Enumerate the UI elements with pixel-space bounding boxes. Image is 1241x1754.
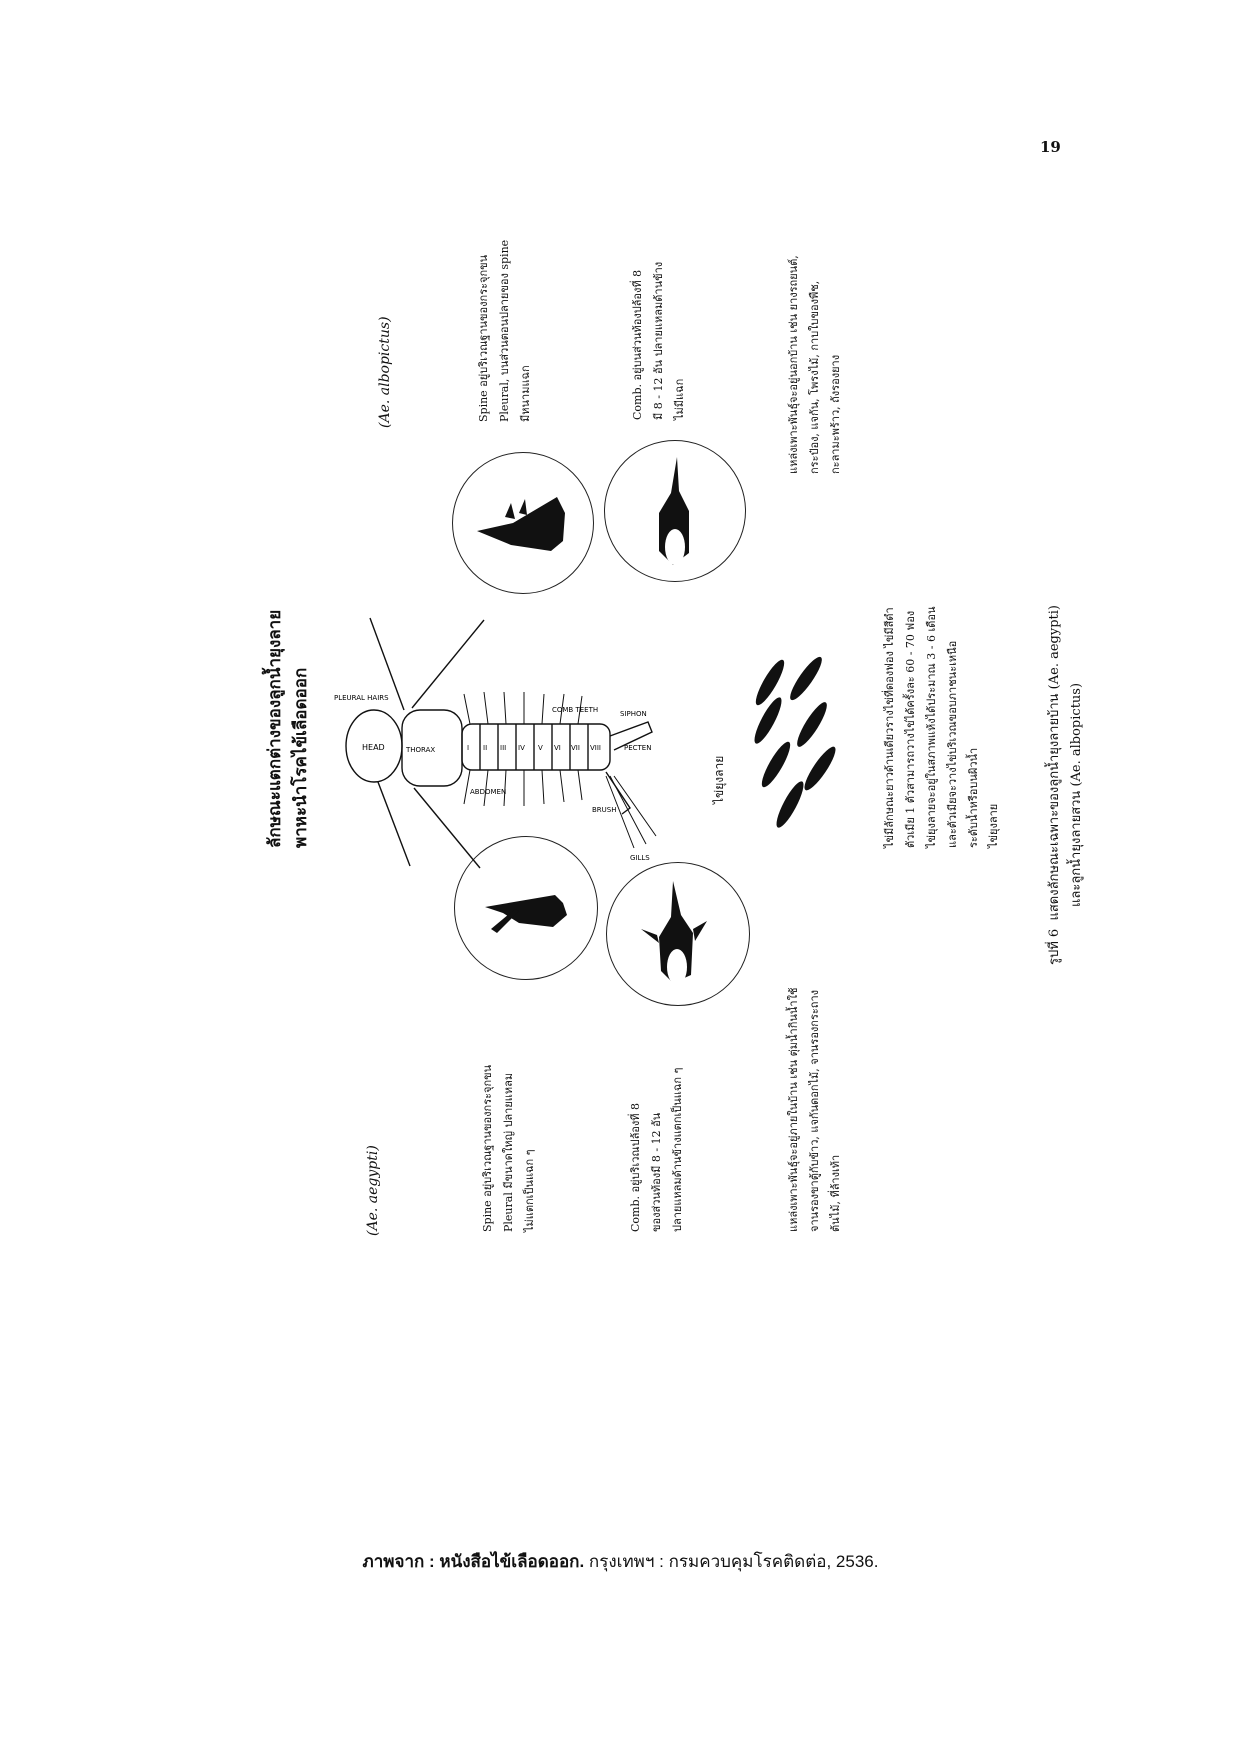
spine-drawing <box>453 453 593 593</box>
text-line: กระป๋อง, แจกัน, โพรงไม้, กาบใบของพืช, <box>807 280 821 474</box>
albopictus-comb-text <box>628 262 691 420</box>
text-line: และตัวเมียจะวางไข่บริเวณขอบภาชนะเหนือ <box>945 640 959 848</box>
segment-label: II <box>483 744 488 752</box>
egg-shape <box>786 653 826 703</box>
text-line: ของส่วนท้องมี 8 - 12 อัน <box>649 1112 663 1232</box>
larva-label-siphon: SIPHON <box>620 710 647 718</box>
segment-label: V <box>538 744 543 752</box>
albopictus-comb-circle <box>604 440 746 582</box>
albopictus-spine-text <box>474 240 537 422</box>
text-line: Spine อยู่บริเวณฐานของกระจุกขน <box>477 254 490 422</box>
larva-label-gills: GILLS <box>630 854 650 862</box>
text-line: แหล่งเพาะพันธุ์จะอยู่ภายในบ้าน เช่น ตุ่มน้ำกินน้ำใช้ <box>787 987 800 1232</box>
caption-line-1 <box>1044 605 1066 965</box>
larva-diagram <box>330 600 660 900</box>
albopictus-habitat-text <box>784 255 847 474</box>
text-line: จานรองขาตู้กับข้าว, แจกันดอกไม้, จานรองกระถาง <box>807 990 821 1232</box>
text-line: มี 8 - 12 อัน ปลายแหลมด้านข้าง <box>651 261 665 420</box>
larva-label-head: HEAD <box>362 743 385 752</box>
title-line-1: ลักษณะแตกต่างของลูกน้ำยุงลาย <box>265 609 285 848</box>
aegypti-habitat-text <box>784 988 847 1232</box>
text-line: Pleural, บนส่วนตอนปลายของ spine <box>497 239 511 422</box>
egg-shape <box>772 778 808 830</box>
text-line: Spine อยู่บริเวณฐานของกระจุกขน <box>481 1064 494 1232</box>
egg-cluster <box>740 666 850 826</box>
segment-label: VI <box>554 744 561 752</box>
text-line: ไข่ยุงลายจะอยู่ในสภาพแห้งได้ประมาณ 3 - 6 เดือน <box>924 606 938 848</box>
figure-caption <box>1044 605 1088 965</box>
larva-label-brush: BRUSH <box>592 806 617 814</box>
text-line: ไข่ยุงลาย <box>987 803 1001 848</box>
text-line: Comb. อยู่บริเวณปล้องที่ 8 <box>629 1102 642 1232</box>
egg-shape <box>800 743 840 793</box>
aegypti-spine-text <box>478 1065 541 1232</box>
larva-label-thorax: THORAX <box>406 746 436 754</box>
text-line: Pleural มีขนาดใหญ่ ปลายแหลม <box>501 1072 515 1232</box>
text-line: แหล่งเพาะพันธุ์จะอยู่นอกบ้าน เช่น ยางรถยนต์, <box>787 255 800 474</box>
larva-label-pecten: PECTEN <box>624 744 652 752</box>
larva-label-comb-teeth: COMB TEETH <box>552 706 599 714</box>
text-line: Comb. อยู่บนส่วนท้องปล้องที่ 8 <box>631 269 644 420</box>
egg-shape <box>757 739 794 791</box>
text-line: กะลามะพร้าว, ถังรองยาง <box>828 354 842 474</box>
aegypti-comb-text <box>626 1068 689 1232</box>
text-line: ปลายแหลมด้านข้างแตกเป็นแฉก ๆ <box>670 1067 684 1232</box>
figure-title <box>262 610 315 848</box>
larva-label-abdomen: ABDOMEN <box>470 788 507 796</box>
caption-label: รูปที่ 6 <box>1047 928 1062 965</box>
comb-drawing <box>605 441 745 581</box>
caption-text-1: แสดงลักษณะเฉพาะของลูกน้ำยุงลายบ้าน (Ae. aegypti) <box>1047 605 1062 921</box>
segment-label: VII <box>571 744 580 752</box>
title-line-2: พาหะนำโรคไข้เลือดออก <box>291 667 312 848</box>
text-line: ตัวเมีย 1 ตัวสามารถวางไข่ได้ครั้งละ 60 - 70 ฟอง <box>903 610 917 848</box>
text-line: ไข่มีลักษณะยาวด้านเดียวรางไข่ที่ดองฟอง ไข่มีสีดำ <box>883 607 896 848</box>
segment-label: IV <box>518 744 525 752</box>
text-line: ระดับน้ำหรือบนผิวน้ำ <box>966 747 980 848</box>
text-line: ไม่แตกเป็นแฉก ๆ <box>522 1149 536 1232</box>
text-line: มีหนามแฉก <box>518 365 532 422</box>
albopictus-spine-circle <box>452 452 594 594</box>
species-label-albopictus: (Ae. albopictus) <box>377 316 393 428</box>
segment-label: III <box>500 744 507 752</box>
segment-label: VIII <box>590 744 601 752</box>
caption-line-2 <box>1066 605 1088 965</box>
segment-label: I <box>467 744 470 752</box>
egg-label: ไข่ยุงลาย <box>712 755 726 804</box>
image-credit <box>0 1548 1241 1575</box>
egg-shape <box>793 699 832 750</box>
species-label-aegypti: (Ae. aegypti) <box>365 1145 381 1236</box>
credit-source: ภาพจาก : หนังสือไข้เลือดออก. <box>362 1552 585 1571</box>
egg-shape <box>751 657 788 709</box>
larva-label-pleural-hairs: PLEURAL HAIRS <box>334 694 389 702</box>
text-line: ไม่มีแฉก <box>672 378 686 420</box>
egg-description <box>880 607 1005 848</box>
credit-publisher: กรุงเทพฯ : กรมควบคุมโรคติดต่อ, 2536. <box>584 1552 879 1571</box>
caption-text-2: และลูกน้ำยุงลายสวน (Ae. albopictus) <box>1069 682 1085 907</box>
text-line: ต้นไม้, ที่ล้างเท้า <box>828 1154 842 1232</box>
page-number: 19 <box>1040 138 1061 156</box>
